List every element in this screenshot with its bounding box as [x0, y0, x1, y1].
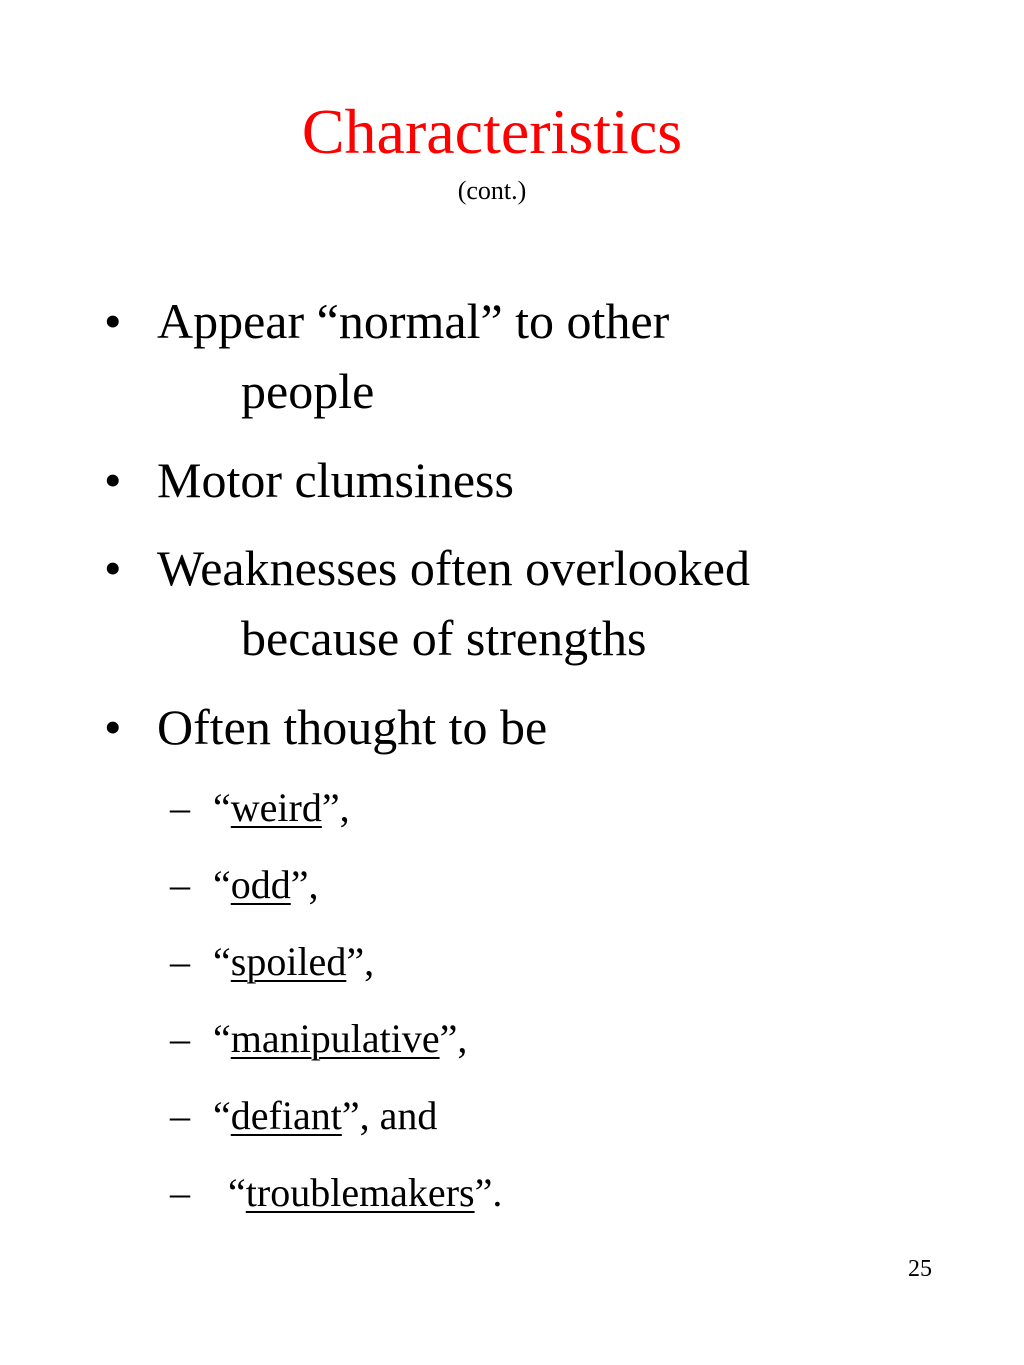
- underlined-term: troublemakers: [245, 1170, 475, 1215]
- bullet-icon: •: [104, 540, 122, 596]
- bullet-icon: •: [104, 452, 122, 508]
- underlined-term: manipulative: [230, 1016, 440, 1061]
- dash-icon: –: [170, 1170, 190, 1215]
- bullet-text-continuation: because of strengths: [241, 610, 647, 666]
- sub-bullet-text: “defiant”, and: [213, 1093, 438, 1138]
- bullet-icon: •: [104, 293, 122, 349]
- bullet-text: Motor clumsiness: [157, 452, 514, 508]
- dash-icon: –: [170, 1093, 190, 1138]
- bullet-text: Weaknesses often overlooked: [157, 540, 750, 596]
- sub-bullet-text: “spoiled”,: [213, 939, 375, 984]
- underlined-term: weird: [230, 785, 322, 830]
- dash-icon: –: [170, 939, 190, 984]
- dash-icon: –: [170, 785, 190, 830]
- sub-bullet-text: “troublemakers”.: [228, 1170, 503, 1215]
- slide-subtitle: (cont.): [457, 176, 527, 205]
- sub-bullet-text: “weird”,: [213, 785, 350, 830]
- sub-bullet-text: “odd”,: [213, 862, 319, 907]
- slide-title: Characteristics: [301, 96, 683, 167]
- page-number: 25: [908, 1256, 932, 1282]
- sub-bullet-text: “manipulative”,: [213, 1016, 468, 1061]
- dash-icon: –: [170, 1016, 190, 1061]
- bullet-text: Appear “normal” to other: [157, 293, 670, 349]
- bullet-text-continuation: people: [241, 363, 375, 419]
- bullet-icon: •: [104, 699, 122, 755]
- underlined-term: odd: [230, 862, 291, 907]
- underlined-term: defiant: [230, 1093, 342, 1138]
- dash-icon: –: [170, 862, 190, 907]
- underlined-term: spoiled: [230, 939, 347, 984]
- bullet-text: Often thought to be: [157, 699, 548, 755]
